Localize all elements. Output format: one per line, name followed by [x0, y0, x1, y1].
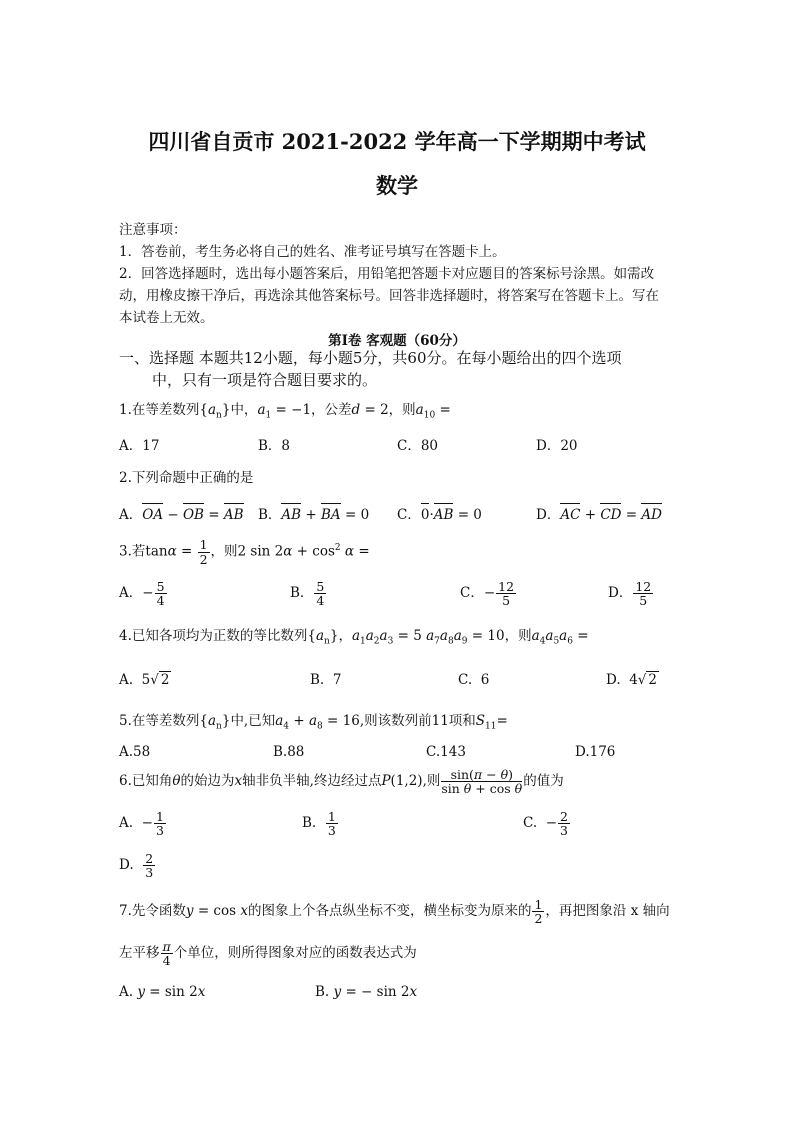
- q7-stem-d: 左平移: [119, 945, 160, 962]
- q5-stem-c: ,则该数列前11项和: [359, 713, 476, 729]
- q3-option-c: C．− $\frac{12}{5}$: [460, 579, 515, 609]
- q5-stem-a: 5.在等差数列: [119, 713, 200, 729]
- section-title: 第Ⅰ卷 客观题（60分）: [328, 333, 466, 349]
- notes-item-1: 1．答卷前，考生务必将自己的姓名、准考证号填写在答题卡上。: [119, 244, 506, 260]
- question-2-stem: 2.下列命题中正确的是: [119, 470, 254, 486]
- q7-option-b-label: B.: [315, 984, 330, 1000]
- q7-stem-b: 的图象上个各点纵坐标不变，横坐标变为原来的: [247, 903, 532, 920]
- q2-option-c: C．0·AB = 0: [397, 507, 482, 523]
- notes-item-2-line-2: 动，用橡皮擦干净后，再选涂其他答案标号。回答非选择题时，将答案写在答题卡上。写在: [119, 288, 659, 304]
- q2-option-d-label: D．: [536, 507, 561, 523]
- q7-option-a-label: A.: [119, 984, 134, 1000]
- subject-title: 数学: [376, 173, 418, 198]
- q6-stem-d: ,则: [422, 773, 441, 790]
- question-6-stem: 6.已知角θ的始边为x轴非负半轴,终边经过点P(1,2),则 $\frac{\sin(\pi - \theta)}{\text{sin θ + cos θ}}$ 的值为: [119, 767, 564, 797]
- q1-stem-a: 1.在等差数列: [119, 402, 200, 418]
- q7-option-a: A. y = sin 2x: [119, 984, 206, 1000]
- q6-stem-b: 的始边为: [180, 773, 235, 790]
- q1-stem-b: 中，: [230, 402, 258, 418]
- q4-option-b-label: B.: [310, 672, 325, 688]
- q6-stem-a: 6.已知角: [119, 773, 173, 790]
- q3-stem-a: 3.若: [119, 543, 146, 560]
- q6-stem-c: 轴非负半轴,终边经过点: [242, 773, 382, 790]
- q6-option-d-label: D.: [119, 857, 134, 874]
- q7-stem-e: 个单位，则所得图象对应的函数表达式为: [173, 945, 417, 962]
- q4-option-d: D. 4√ 2: [606, 672, 658, 688]
- q6-option-c: C. − $\frac{2}{3}$: [523, 809, 568, 839]
- q2-option-d: D．AC + CD = AD: [536, 507, 662, 523]
- q6-option-c-label: C.: [523, 815, 538, 832]
- q4-option-d-label: D.: [606, 672, 621, 688]
- q2-option-a: A．OA − OB = AB: [119, 507, 244, 523]
- q7-stem-c: ，再把图象沿 x 轴向: [545, 903, 670, 920]
- q1-option-b: B．8: [258, 438, 291, 454]
- q6-option-a: A. − $\frac{1}{3}$: [119, 809, 164, 839]
- q5-stem-b: 中,已知: [230, 713, 276, 729]
- q1-option-c: C．80: [397, 438, 439, 454]
- q4-option-c: [458, 670, 489, 690]
- q4-option-c-value: 6: [480, 672, 490, 688]
- q6-option-b-label: B.: [302, 815, 317, 832]
- q1-option-d: D．20: [536, 438, 578, 454]
- q3-option-c-label: C．: [460, 585, 484, 602]
- q4-stem-a: 4.已知各项均为正数的等比数列: [119, 628, 308, 644]
- exam-title: 四川省自贡市 2021-2022 学年高一下学期期中考试: [148, 129, 646, 154]
- q6-option-a-label: A.: [119, 815, 134, 832]
- q5-option-b: B.88: [273, 744, 305, 760]
- q1-stem-d: ，则: [388, 402, 416, 418]
- q3-option-d-label: D．: [608, 585, 633, 602]
- notes-item-2-line-3: 本试卷上无效。: [119, 310, 214, 326]
- q3-option-a-label: A．: [119, 585, 143, 602]
- q2-option-b: B．AB + BA = 0: [258, 507, 370, 523]
- q6-stem-e: 的值为: [523, 773, 564, 790]
- q3-option-d: D． $\frac{12}{5}$: [608, 579, 652, 609]
- q4-option-c-label: C.: [458, 672, 473, 688]
- question-7-stem-line-2: 左平移 $\frac{\pi}{4}$ 个单位，则所得图象对应的函数表达式为: [119, 939, 417, 969]
- question-4-stem: 4.已知各项均为正数的等比数列$\{a_n\}$，$a_1a_2a_3 = 5$ $a_7a_8a_9 = 10$，则$a_4a_5a_6$ =: [119, 628, 589, 647]
- notes-heading: 注意事项：: [119, 222, 187, 238]
- q3-option-b: B． $\frac{5}{4}$: [290, 579, 325, 609]
- q1-stem-c: ，公差: [311, 402, 352, 418]
- q3-stem-b: ，则: [210, 543, 238, 560]
- q4-option-b: [310, 670, 341, 690]
- q7-option-b: B. y = − sin 2x: [315, 984, 418, 1000]
- q4-option-a-label: A.: [119, 672, 134, 688]
- q4-stem-c: ，则: [504, 628, 532, 644]
- q1-option-a: A．17: [119, 438, 160, 454]
- q4-option-b-value: 7: [332, 672, 342, 688]
- q2-option-a-label: A．: [119, 507, 143, 523]
- question-7-stem-line-1: 7.先令函数y = cos x的图象上个各点纵坐标不变，横坐标变为原来的 $\frac{1}{2}$ ，再把图象沿 x 轴向: [119, 897, 670, 927]
- q3-option-b-label: B．: [290, 585, 314, 602]
- section-intro-line-1: 一、选择题 本题共12小题，每小题5分，共60分。在每小题给出的四个选项: [119, 349, 622, 367]
- q4-option-a: A. 5√ 2: [119, 672, 170, 688]
- q2-option-c-label: C．: [397, 507, 421, 523]
- q3-option-a: A．− $\frac{5}{4}$: [119, 579, 165, 609]
- q5-option-a: A.58: [119, 744, 151, 760]
- q7-stem-a: 7.先令函数: [119, 903, 186, 920]
- q5-option-c: C.143: [426, 744, 466, 760]
- question-5-stem: 5.在等差数列$\{a_n\}$中,已知$a_4 + a_8 = 16$,则该数列前11项和$S_{11}=$: [119, 713, 508, 732]
- notes-item-2-line-1: 2．回答选择题时，选出每小题答案后，用铅笔把答题卡对应题目的答案标号涂黑。如需改: [119, 266, 655, 282]
- q6-option-b: B. $\frac{1}{3}$: [302, 809, 336, 839]
- question-1-stem: 1.在等差数列$\{a_n\}$中，$a_1 = -1$，公差d = 2，则$a_{10}$ =: [119, 402, 451, 421]
- q2-option-b-label: B．: [258, 507, 282, 523]
- question-3-stem: 3.若tanα = $\frac{1}{2}$ ，则2 $\sin 2\alpha + \cos^2 \alpha$ =: [119, 537, 370, 567]
- q4-stem-b: ，: [338, 628, 352, 644]
- q5-option-d: D.176: [575, 744, 616, 760]
- section-intro-line-2: 中，只有一项是符合题目要求的。: [152, 371, 378, 389]
- q6-option-d: D. $\frac{2}{3}$: [119, 851, 154, 881]
